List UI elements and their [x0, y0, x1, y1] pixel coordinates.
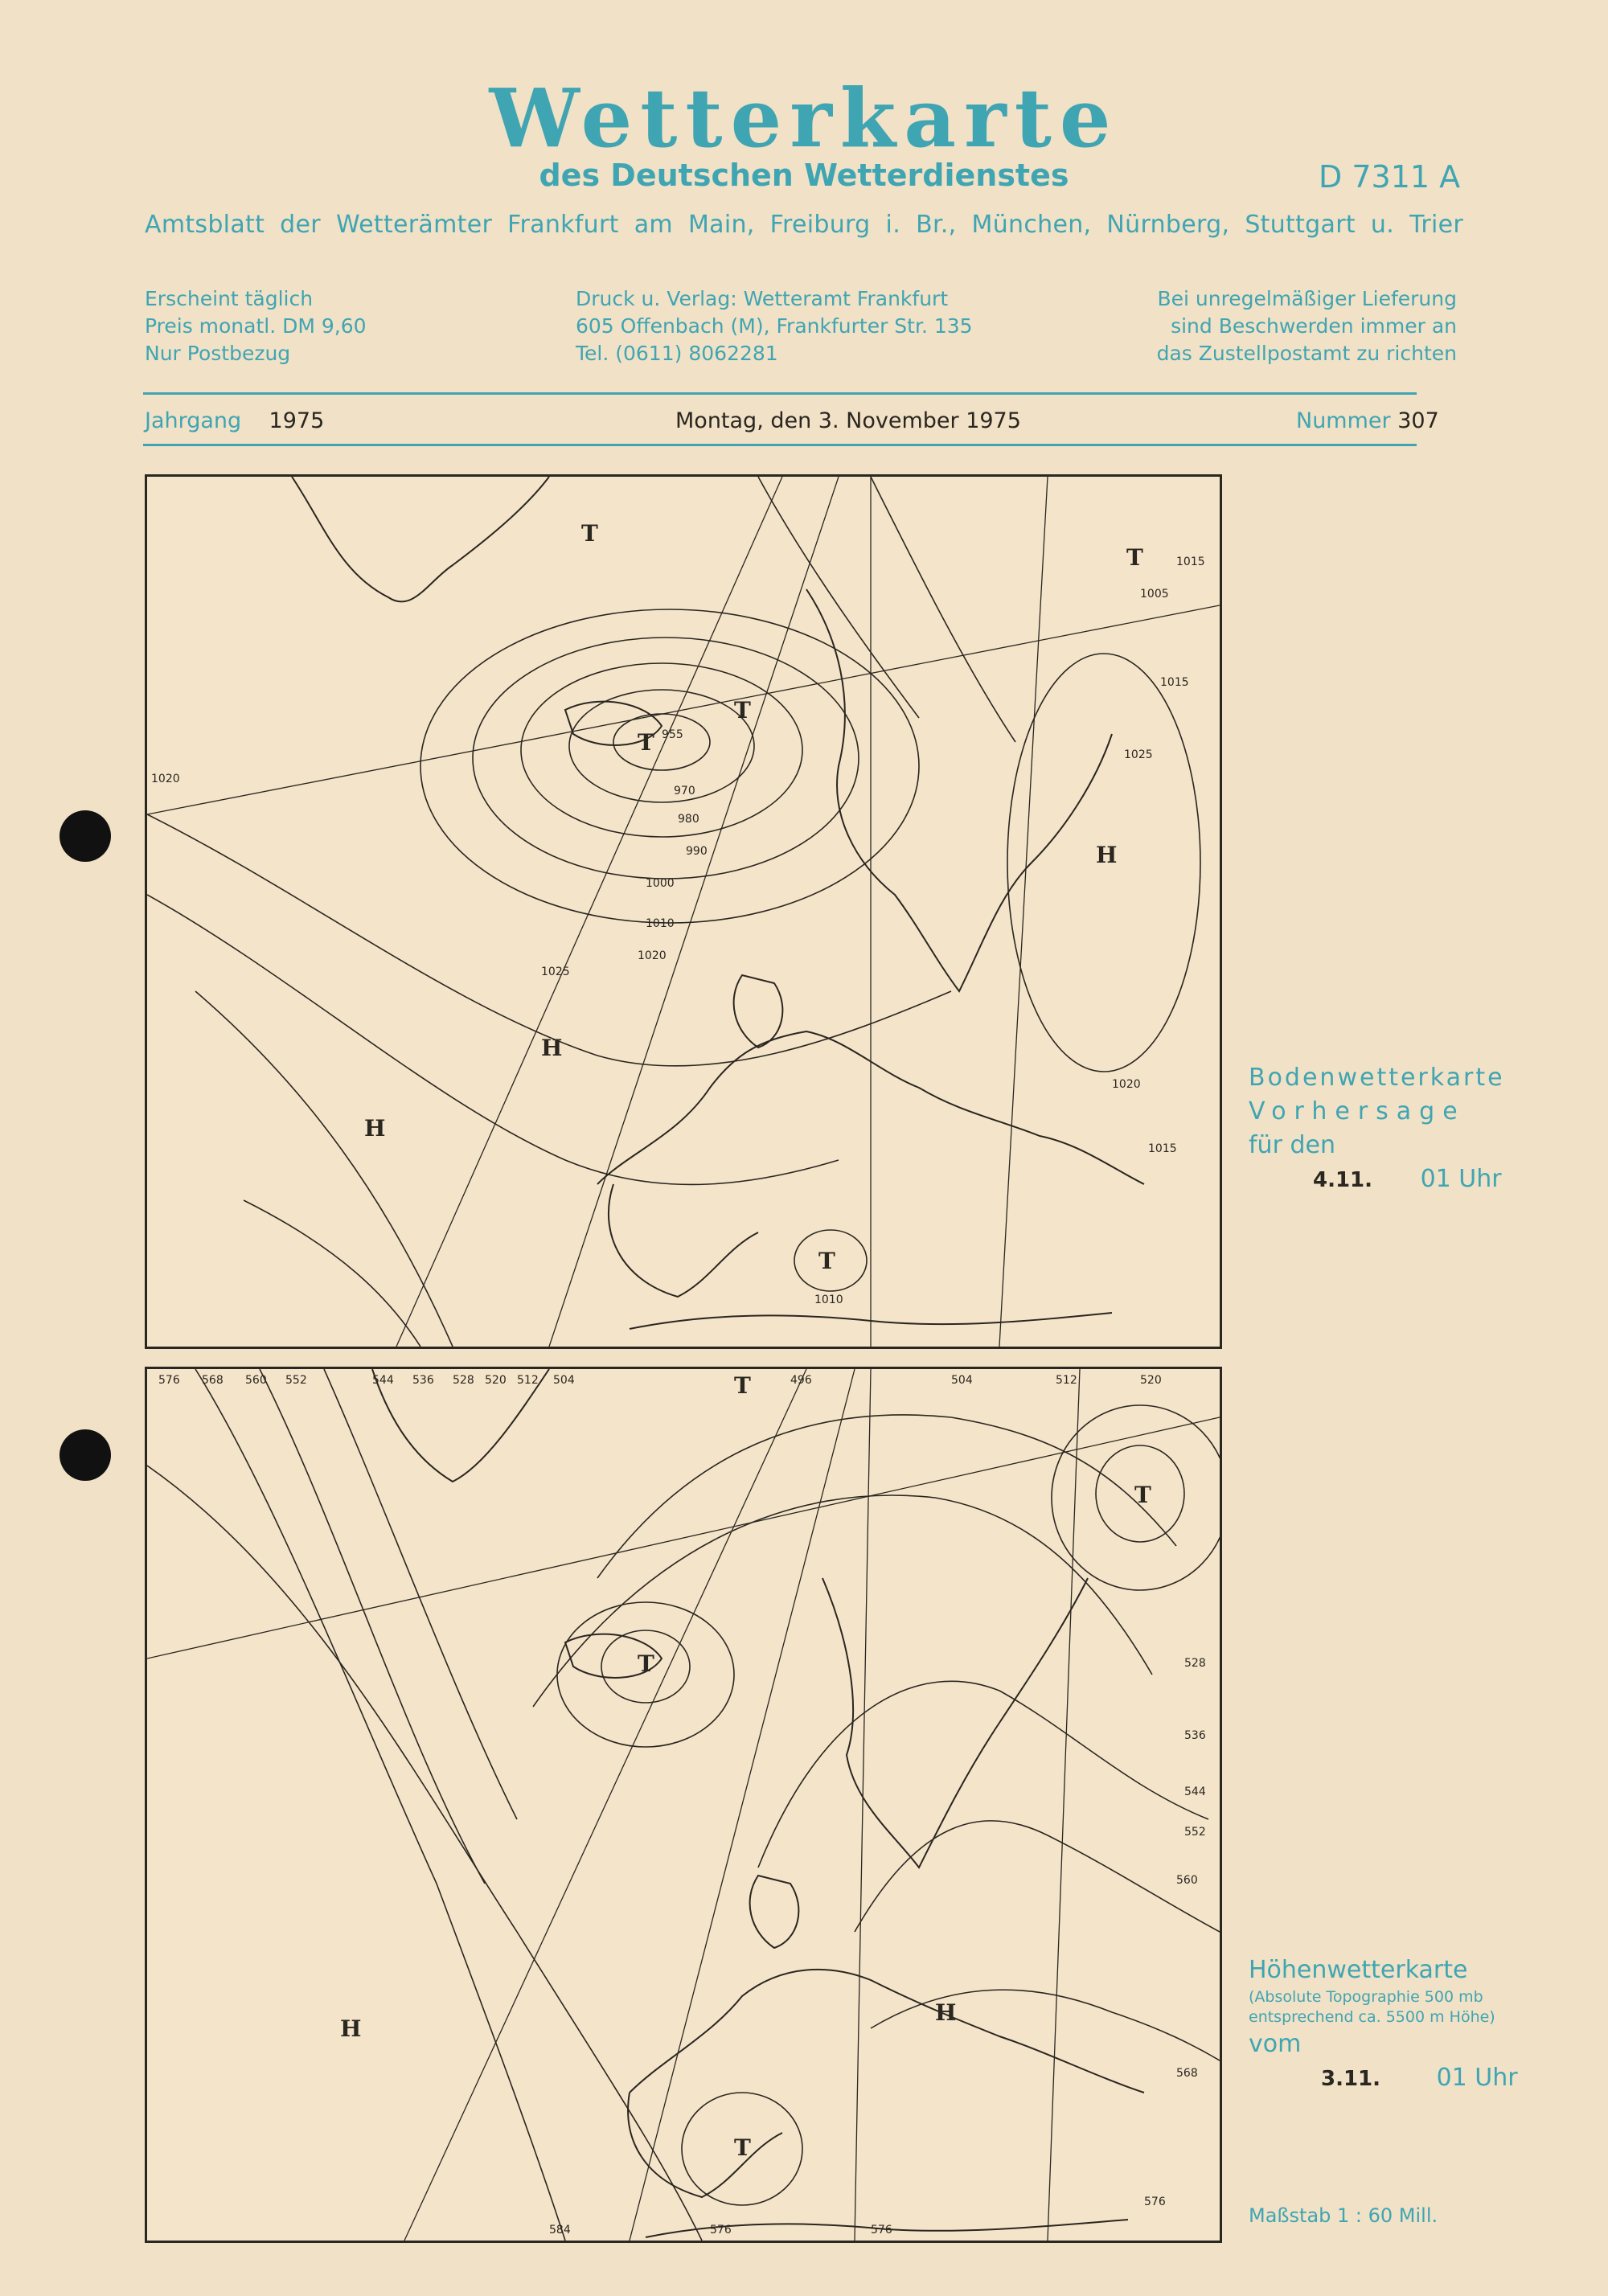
upper-center: H: [340, 2015, 362, 2042]
nummer: [1296, 408, 1439, 433]
info-center-line: 605 Offenbach (M), Frankfurter Str. 135: [576, 314, 973, 338]
nummer-label: Nummer: [1296, 408, 1391, 433]
punch-hole-bottom: [59, 1429, 111, 1481]
contour-label: 544: [372, 1374, 394, 1387]
contour-label: 528: [1184, 1657, 1206, 1670]
contour-label: 528: [453, 1374, 474, 1387]
isobar-label: 980: [678, 813, 699, 826]
masthead-subtitle: des Deutschen Wetterdienstes: [539, 158, 1069, 193]
info-right-line: sind Beschwerden immer an: [1171, 314, 1457, 338]
map-scale: Maßstab 1 : 60 Mill.: [1249, 2204, 1438, 2227]
contour-label: 576: [871, 2224, 892, 2237]
jahrgang-label: Jahrgang: [145, 408, 242, 433]
isobar-label: 1020: [1112, 1078, 1141, 1091]
contour-label: 536: [412, 1374, 434, 1387]
contour-label: 512: [1056, 1374, 1077, 1387]
surface-map: [145, 474, 1222, 1349]
coastline-europe: [630, 1970, 1144, 2093]
upper-center: H: [935, 1999, 957, 2026]
contour-label: 576: [1144, 2196, 1166, 2208]
surface-caption-when: [1249, 1162, 1505, 1197]
contour-label: 576: [158, 1374, 180, 1387]
upper-date: 3.11.: [1321, 2067, 1381, 2091]
isobar-label: 1010: [814, 1294, 843, 1306]
punch-hole-top: [59, 810, 111, 862]
isobar-label: 1005: [1140, 588, 1169, 601]
isobar-label: 1020: [151, 773, 180, 785]
contour-label: 504: [553, 1374, 575, 1387]
info-center: [576, 285, 973, 367]
isobar-label: 1020: [638, 949, 667, 962]
isobar-label: 970: [674, 785, 695, 797]
surface-center: T: [638, 729, 654, 756]
info-right-line: Bei unregelmäßiger Lieferung: [1157, 287, 1457, 310]
info-left-line: Preis monatl. DM 9,60: [145, 314, 367, 338]
surface-center: H: [364, 1115, 386, 1142]
isobar-label: 1015: [1148, 1142, 1177, 1155]
upper-air-map: [145, 1367, 1222, 2243]
surface-time: 01 Uhr: [1420, 1165, 1502, 1193]
isobar-label: 1000: [646, 877, 675, 890]
isobar-label: 1025: [1124, 748, 1153, 761]
surface-caption: [1249, 1061, 1505, 1197]
info-center-line: Tel. (0611) 8062281: [576, 342, 778, 365]
contour-label: 584: [549, 2224, 571, 2237]
coastline-british-isles: [750, 1876, 799, 1948]
contour-label: 520: [1140, 1374, 1162, 1387]
upper-caption-height: entsprechend ca. 5500 m Höhe): [1249, 2008, 1495, 2026]
surface-center: T: [734, 697, 751, 724]
contour-label: 512: [517, 1374, 539, 1387]
contour-label: 568: [1176, 2067, 1198, 2080]
isobar-label: 990: [686, 845, 708, 858]
isobar-label: 1025: [541, 966, 570, 978]
isobar-label: 955: [662, 728, 683, 741]
upper-center: T: [734, 2134, 751, 2161]
contour-label: 552: [1184, 1826, 1206, 1839]
surface-center: H: [1096, 842, 1118, 868]
surface-caption-title: Bodenwetterkarte: [1249, 1064, 1505, 1092]
surface-caption-for: für den: [1249, 1131, 1335, 1159]
contour-label: 504: [951, 1374, 973, 1387]
info-center-line: Druck u. Verlag: Wetteramt Frankfurt: [576, 287, 949, 310]
nummer-value: 307: [1397, 408, 1439, 433]
coastline-british-isles: [734, 975, 783, 1048]
publication-code: D 7311 A: [1319, 159, 1461, 195]
info-right-line: das Zustellpostamt zu richten: [1156, 342, 1457, 365]
upper-caption-from: vom: [1249, 2030, 1302, 2058]
upper-caption: [1249, 1954, 1518, 2096]
upper-center: T: [734, 1372, 751, 1399]
surface-date: 4.11.: [1313, 1168, 1373, 1192]
coastline-iberia: [609, 1184, 758, 1297]
upper-caption-when: [1249, 2061, 1518, 2096]
upper-air-map-drawing: [147, 1369, 1220, 2241]
isobar-label: 1015: [1160, 676, 1189, 689]
info-left: [145, 285, 367, 367]
contour-label: 560: [1176, 1874, 1198, 1887]
contour-label: 568: [202, 1374, 224, 1387]
surface-center: H: [541, 1035, 563, 1061]
surface-map-drawing: [147, 477, 1220, 1347]
masthead-title: Wetterkarte: [489, 71, 1119, 166]
info-left-line: Erscheint täglich: [145, 287, 314, 310]
coastline-greenland: [292, 477, 549, 601]
contour-label: 520: [485, 1374, 507, 1387]
contour-label: 560: [245, 1374, 267, 1387]
issue-date: Montag, den 3. November 1975: [675, 408, 1021, 433]
amtsblatt-line: Amtsblatt der Wetterämter Frankfurt am Main, Freiburg i. Br., München, Nürnberg, Stuttgart u. Trier: [145, 211, 1463, 239]
upper-time: 01 Uhr: [1436, 2064, 1518, 2092]
isobar-label: 1015: [1176, 556, 1205, 568]
contour-label: 552: [285, 1374, 307, 1387]
rule-top: [143, 392, 1417, 395]
contour-label: 544: [1184, 1786, 1206, 1798]
upper-center: T: [638, 1650, 654, 1677]
surface-center: T: [818, 1248, 835, 1274]
coastline-iberia: [628, 2093, 782, 2197]
upper-caption-topography: (Absolute Topographie 500 mb: [1249, 1988, 1483, 2006]
surface-caption-forecast: Vorhersage: [1249, 1097, 1466, 1125]
jahrgang: [145, 408, 324, 433]
surface-center: T: [581, 520, 598, 547]
upper-center: T: [1134, 1482, 1151, 1508]
contour-label: 496: [790, 1374, 812, 1387]
info-left-line: Nur Postbezug: [145, 342, 291, 365]
rule-bottom: [143, 444, 1417, 446]
upper-caption-title: Höhenwetterkarte: [1249, 1956, 1468, 1984]
jahrgang-value: 1975: [269, 408, 325, 433]
surface-center: T: [1126, 544, 1143, 571]
isobar-label: 1010: [646, 917, 675, 930]
contour-label: 536: [1184, 1729, 1206, 1742]
info-right: [1110, 285, 1457, 367]
contour-label: 576: [710, 2224, 732, 2237]
